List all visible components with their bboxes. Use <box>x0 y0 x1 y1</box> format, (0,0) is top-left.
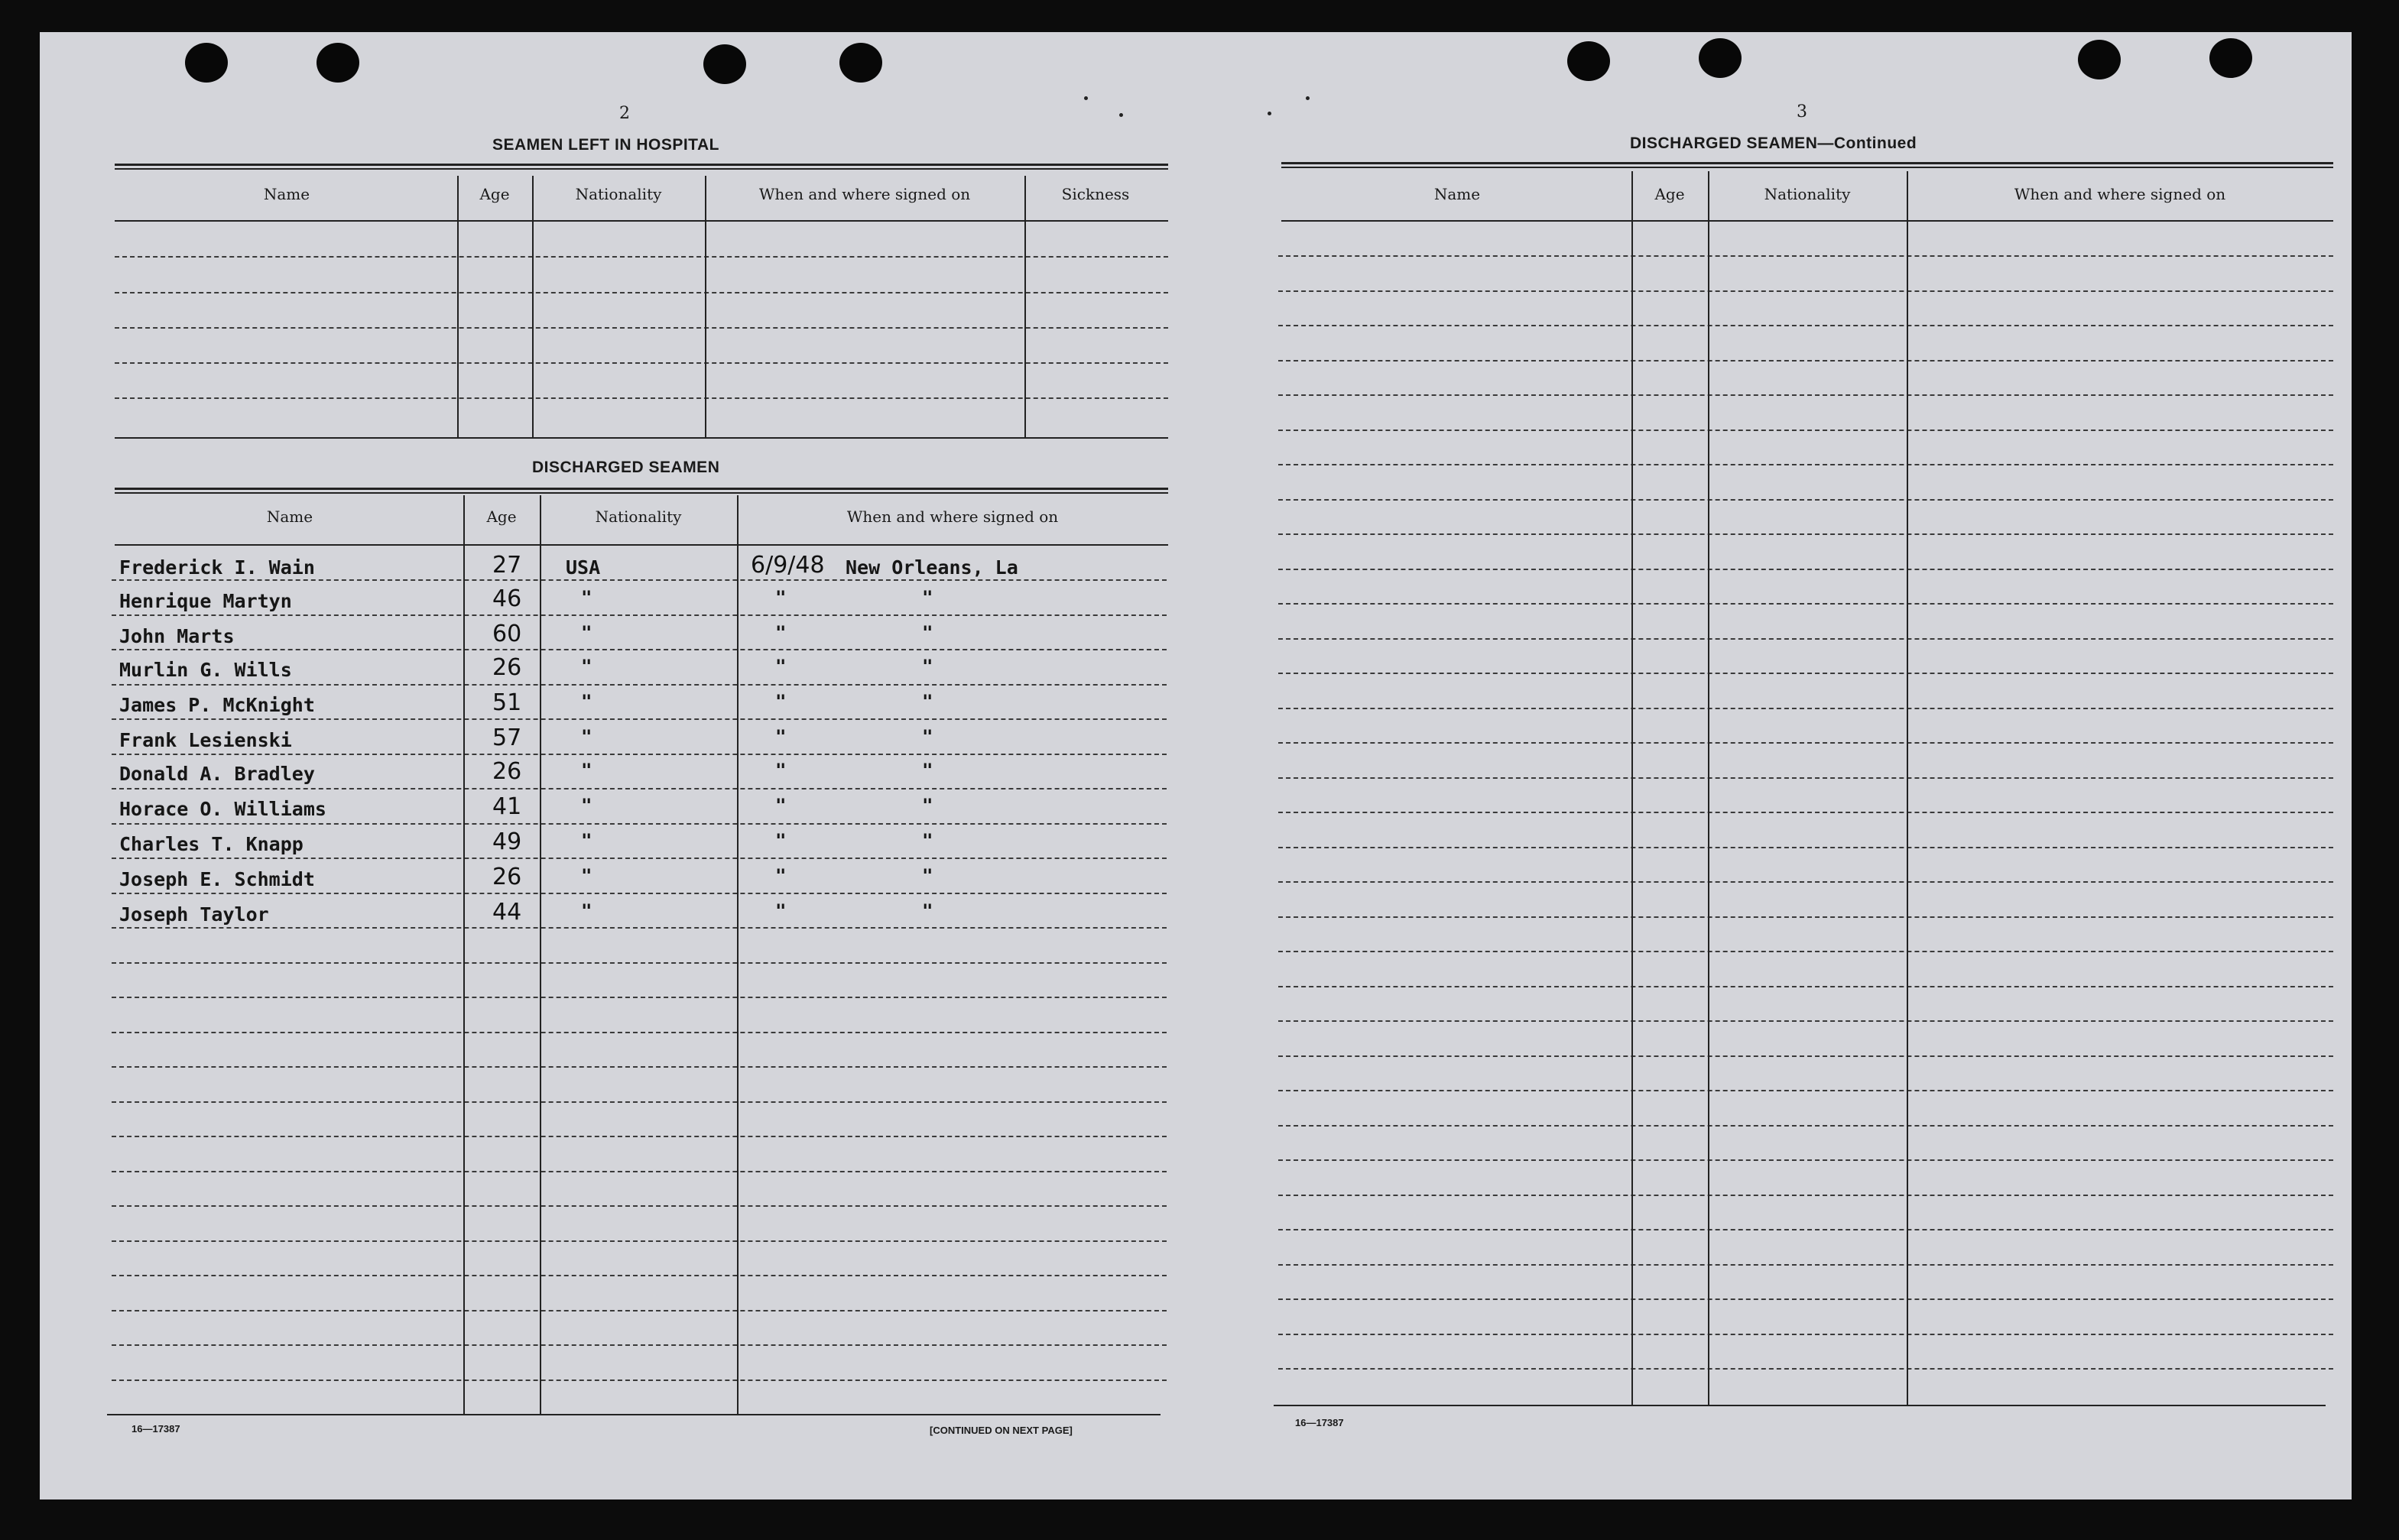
row-rule <box>112 997 1167 998</box>
ditto-mark: " <box>581 830 592 851</box>
seaman-name: Murlin G. Wills <box>119 659 292 681</box>
ditto-mark: " <box>775 587 787 608</box>
row-rule <box>1278 951 2333 952</box>
discharged-col-age: Age <box>486 507 517 526</box>
ditto-mark: " <box>922 656 933 677</box>
ditto-mark: " <box>775 900 787 922</box>
row-rule <box>112 1344 1167 1346</box>
row-rule <box>115 292 1168 293</box>
row-rule <box>1278 464 2333 465</box>
header-rule <box>1281 220 2333 222</box>
right-col-signed-on: When and where signed on <box>2014 185 2226 203</box>
double-rule <box>1281 162 2333 168</box>
row-rule <box>1278 1298 2333 1300</box>
row-rule <box>112 1101 1167 1103</box>
row-rule <box>1278 1159 2333 1161</box>
hospital-col-age: Age <box>479 185 510 203</box>
right-page-number: 3 <box>1797 102 1807 122</box>
seaman-age: 41 <box>492 793 522 820</box>
row-rule <box>112 927 1167 929</box>
hospital-col-sickness: Sickness <box>1061 185 1130 203</box>
ditto-mark: " <box>581 622 592 644</box>
seaman-age: 57 <box>492 725 522 751</box>
seaman-age: 26 <box>492 654 522 681</box>
continued-note: [CONTINUED ON NEXT PAGE] <box>930 1425 1073 1436</box>
right-col-nationality: Nationality <box>1764 185 1851 203</box>
discharged-section-title: DISCHARGED SEAMEN <box>532 459 720 476</box>
ditto-mark: " <box>775 865 787 887</box>
row-rule <box>112 1032 1167 1033</box>
hospital-col-nationality: Nationality <box>575 185 662 203</box>
row-rule <box>115 397 1168 399</box>
row-rule <box>1278 533 2333 535</box>
row-rule <box>1278 1334 2333 1335</box>
ditto-mark: " <box>581 795 592 816</box>
punch-hole <box>185 43 228 83</box>
seaman-age: 26 <box>492 864 522 890</box>
seaman-nationality: USA <box>566 556 601 579</box>
row-rule <box>1278 847 2333 848</box>
ditto-mark: " <box>581 865 592 887</box>
right-title-continued: —Continued <box>1817 135 1917 152</box>
row-rule <box>112 649 1167 650</box>
row-rule <box>1278 812 2333 813</box>
ditto-mark: " <box>922 865 933 887</box>
signed-place: New Orleans, La <box>846 556 1018 579</box>
ditto-mark: " <box>922 795 933 816</box>
seaman-age: 44 <box>492 899 522 926</box>
punch-hole <box>2209 38 2252 78</box>
discharged-col-signed-on: When and where signed on <box>846 507 1059 526</box>
row-rule <box>112 1066 1167 1068</box>
ditto-mark: " <box>922 726 933 747</box>
punch-hole <box>1567 41 1610 81</box>
row-rule <box>1278 569 2333 570</box>
ditto-mark: " <box>775 760 787 781</box>
header-rule <box>115 544 1168 546</box>
row-rule <box>112 754 1167 755</box>
right-col-age: Age <box>1654 185 1685 203</box>
row-rule <box>112 1205 1167 1207</box>
punch-hole <box>839 43 882 83</box>
row-rule <box>1278 1264 2333 1266</box>
double-rule <box>115 164 1168 170</box>
punch-hole <box>703 44 746 84</box>
section-rule <box>115 437 1168 439</box>
punch-hole <box>317 43 359 83</box>
row-rule <box>1278 499 2333 501</box>
signed-date: 6/9/48 <box>751 552 825 579</box>
right-page-title <box>1630 135 1917 153</box>
row-rule <box>112 823 1167 825</box>
seaman-age: 26 <box>492 758 522 785</box>
right-col-name: Name <box>1433 185 1481 203</box>
ditto-mark: " <box>581 656 592 677</box>
row-rule <box>1278 360 2333 361</box>
ditto-mark: " <box>581 760 592 781</box>
row-rule <box>112 788 1167 789</box>
hospital-col-name: Name <box>263 185 310 203</box>
seaman-name: Henrique Martyn <box>119 590 292 612</box>
ditto-mark: " <box>775 830 787 851</box>
seaman-age: 49 <box>492 828 522 855</box>
ditto-mark: " <box>775 622 787 644</box>
bottom-rule <box>107 1414 1161 1415</box>
seaman-name: Horace O. Williams <box>119 798 326 820</box>
seaman-name: Frank Lesienski <box>119 729 292 751</box>
row-rule <box>1278 430 2333 431</box>
row-rule <box>1278 255 2333 257</box>
ditto-mark: " <box>581 587 592 608</box>
seaman-age: 46 <box>492 585 522 612</box>
row-rule <box>1278 1020 2333 1022</box>
row-rule <box>115 362 1168 364</box>
right-title-main: DISCHARGED SEAMEN <box>1630 135 1818 152</box>
row-rule <box>112 1380 1167 1381</box>
discharged-col-nationality: Nationality <box>595 507 682 526</box>
row-rule <box>1278 1055 2333 1057</box>
row-rule <box>115 256 1168 258</box>
seaman-name: Joseph E. Schmidt <box>119 868 315 890</box>
hospital-section-title: SEAMEN LEFT IN HOSPITAL <box>492 136 719 154</box>
row-rule <box>1278 673 2333 674</box>
ditto-mark: " <box>775 656 787 677</box>
header-rule <box>115 220 1168 222</box>
row-rule <box>1278 881 2333 883</box>
row-rule <box>112 893 1167 894</box>
row-rule <box>1278 916 2333 918</box>
left-form-number: 16—17387 <box>131 1423 180 1435</box>
seaman-name: Joseph Taylor <box>119 903 269 926</box>
ditto-mark: " <box>581 900 592 922</box>
seaman-name: Donald A. Bradley <box>119 763 315 785</box>
ditto-mark: " <box>775 795 787 816</box>
row-rule <box>112 579 1167 581</box>
ditto-mark: " <box>581 691 592 712</box>
document-sheet <box>40 32 2352 1499</box>
left-page-number: 2 <box>619 104 630 123</box>
bottom-rule <box>1274 1405 2326 1406</box>
row-rule <box>112 962 1167 964</box>
row-rule <box>1278 708 2333 709</box>
row-rule <box>1278 394 2333 396</box>
ditto-mark: " <box>775 691 787 712</box>
double-rule <box>115 488 1168 494</box>
row-rule <box>1278 638 2333 640</box>
row-rule <box>1278 1368 2333 1370</box>
seaman-age: 27 <box>492 552 522 579</box>
seaman-age: 51 <box>492 689 522 716</box>
row-rule <box>1278 1090 2333 1091</box>
row-rule <box>1278 325 2333 326</box>
seaman-age: 60 <box>492 621 522 647</box>
row-rule <box>1278 290 2333 292</box>
seaman-name: John Marts <box>119 625 235 647</box>
row-rule <box>1278 986 2333 987</box>
right-form-number: 16—17387 <box>1295 1417 1344 1428</box>
ditto-mark: " <box>581 726 592 747</box>
discharged-col-name: Name <box>266 507 313 526</box>
ditto-mark: " <box>922 691 933 712</box>
row-rule <box>1278 777 2333 779</box>
row-rule <box>1278 1229 2333 1230</box>
row-rule <box>115 327 1168 329</box>
row-rule <box>112 858 1167 859</box>
punch-hole <box>1699 38 1742 78</box>
row-rule <box>1278 742 2333 744</box>
seaman-name: Frederick I. Wain <box>119 556 315 579</box>
row-rule <box>1278 1195 2333 1196</box>
row-rule <box>112 718 1167 720</box>
ditto-mark: " <box>922 622 933 644</box>
seaman-name: James P. McKnight <box>119 694 315 716</box>
row-rule <box>112 1310 1167 1311</box>
row-rule <box>112 1240 1167 1242</box>
row-rule <box>112 1136 1167 1137</box>
ditto-mark: " <box>922 900 933 922</box>
row-rule <box>112 1171 1167 1172</box>
ditto-mark: " <box>922 587 933 608</box>
punch-hole <box>2078 40 2121 79</box>
ditto-mark: " <box>775 726 787 747</box>
row-rule <box>1278 1125 2333 1127</box>
row-rule <box>112 614 1167 616</box>
seaman-name: Charles T. Knapp <box>119 833 304 855</box>
ditto-mark: " <box>922 760 933 781</box>
hospital-col-signed-on: When and where signed on <box>758 185 971 203</box>
ditto-mark: " <box>922 830 933 851</box>
row-rule <box>112 684 1167 686</box>
row-rule <box>1278 603 2333 605</box>
row-rule <box>112 1275 1167 1276</box>
